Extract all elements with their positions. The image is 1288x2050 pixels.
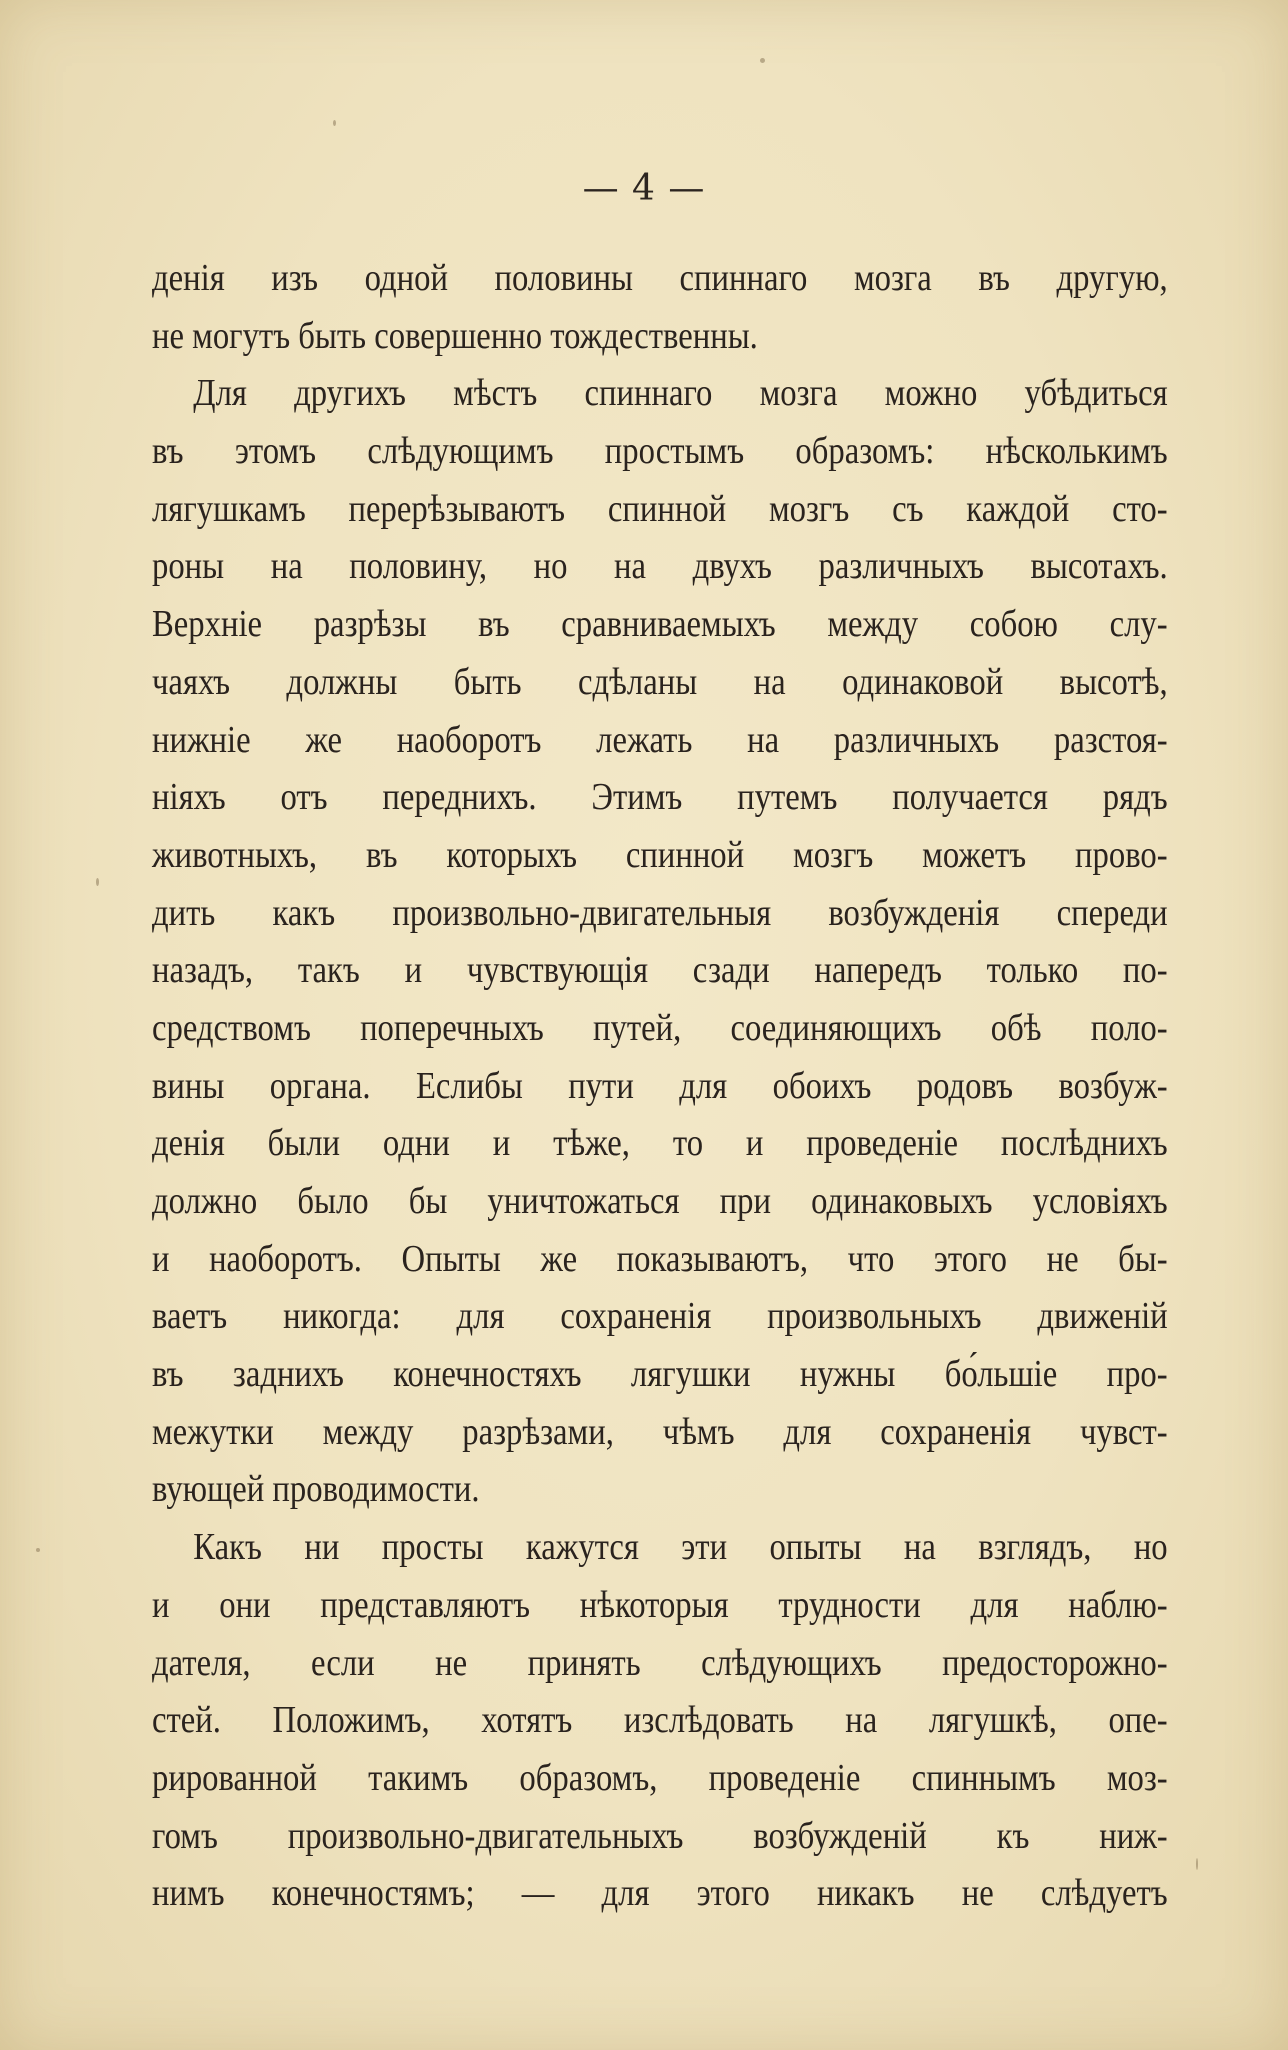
text-line: стей. Положимъ, хотятъ изслѣдовать на лягушкѣ, опе- xyxy=(152,1699,1168,1742)
text-line: вины органа. Еслибы пути для обоихъ родовъ возбуж- xyxy=(152,1064,1168,1107)
text-line: рированной такимъ образомъ, проведеніе спиннымъ моз- xyxy=(152,1756,1168,1799)
paper-speck xyxy=(96,878,99,886)
text-line: ніяхъ отъ переднихъ. Этимъ путемъ получается рядъ xyxy=(152,776,1168,819)
text-line: животныхъ, въ которыхъ спинной мозгъ можетъ прово- xyxy=(152,833,1168,876)
text-line: не могутъ быть совершенно тождественны. xyxy=(152,314,758,357)
text-line: гомъ произвольно-двигательныхъ возбужденій къ ниж- xyxy=(152,1814,1168,1857)
paper-speck xyxy=(36,1548,40,1552)
text-line: Какъ ни просты кажутся эти опыты на взглядъ, но xyxy=(193,1526,1168,1569)
text-line: вующей проводимости. xyxy=(152,1468,480,1511)
page-number: — 4 — xyxy=(582,168,706,209)
text-line: назадъ, такъ и чувствующія сзади напередъ только по- xyxy=(152,949,1168,992)
paper-speck xyxy=(1196,1858,1198,1870)
text-line: въ заднихъ конечностяхъ лягушки нужны бо́льшіе про- xyxy=(152,1353,1168,1396)
text-line: денія были одни и тѣже, то и проведеніе послѣднихъ xyxy=(152,1122,1168,1165)
text-line: нимъ конечностямъ; — для этого никакъ не слѣдуетъ xyxy=(152,1872,1168,1915)
text-line: дить какъ произвольно-двигательныя возбужденія спереди xyxy=(152,891,1168,934)
text-line: и наоборотъ. Опыты же показываютъ, что этого не бы- xyxy=(152,1237,1168,1280)
text-line: въ этомъ слѣдующимъ простымъ образомъ: нѣсколькимъ xyxy=(152,430,1168,473)
text-line: денія изъ одной половины спиннаго мозга въ другую, xyxy=(152,257,1168,299)
text-line: и они представляютъ нѣкоторыя трудности для наблю- xyxy=(152,1583,1168,1626)
text-line: нижніе же наоборотъ лежать на различныхъ разстоя- xyxy=(152,718,1168,761)
text-line: средствомъ поперечныхъ путей, соединяющихъ обѣ поло- xyxy=(152,1006,1168,1049)
paper-speck xyxy=(760,58,765,63)
text-line: ваетъ никогда: для сохраненія произвольныхъ движеній xyxy=(152,1295,1168,1338)
text-line: дателя, если не принять слѣдующихъ предосторожно- xyxy=(152,1641,1168,1684)
text-line: межутки между разрѣзами, чѣмъ для сохраненія чувст- xyxy=(152,1410,1168,1453)
text-line: роны на половину, но на двухъ различныхъ высотахъ. xyxy=(152,545,1168,588)
text-line: Для другихъ мѣстъ спиннаго мозга можно убѣдиться xyxy=(193,372,1168,415)
text-line: Верхніе разрѣзы въ сравниваемыхъ между собою слу- xyxy=(152,603,1168,646)
text-line: должно было бы уничтожаться при одинаковыхъ условіяхъ xyxy=(152,1180,1168,1222)
body-text xyxy=(152,250,1168,1923)
text-line: чаяхъ должны быть сдѣланы на одинаковой высотѣ, xyxy=(152,660,1168,703)
text-line: лягушкамъ перерѣзываютъ спинной мозгъ съ каждой сто- xyxy=(152,487,1168,530)
paper-speck xyxy=(333,120,336,126)
